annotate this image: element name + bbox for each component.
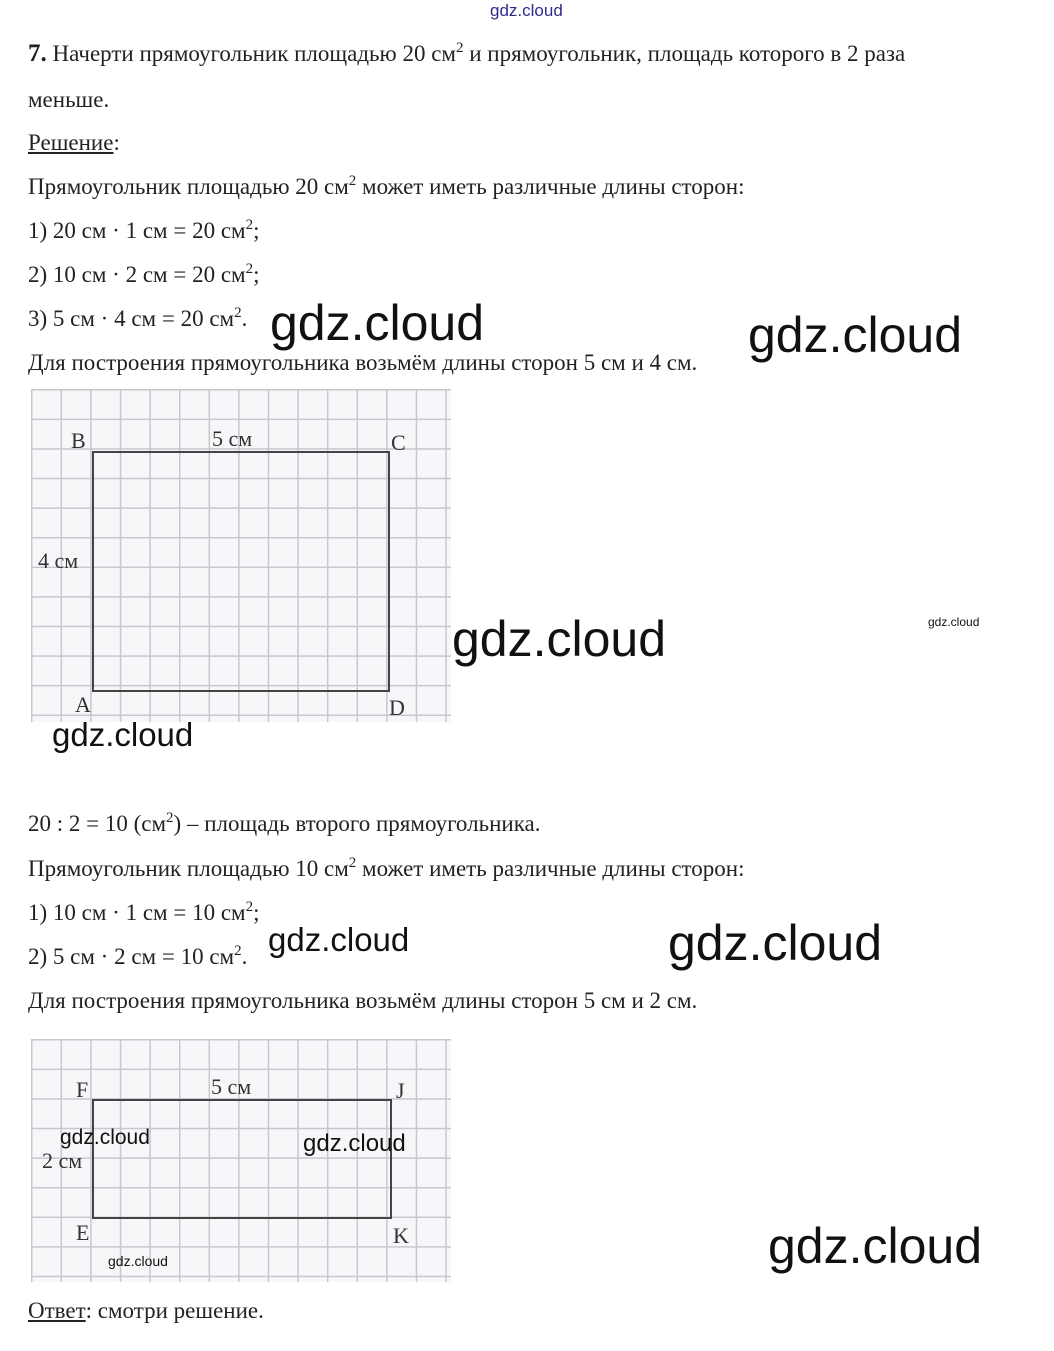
second-option-1-text: 1) 10 см · 1 см = 10 см	[28, 900, 246, 925]
option-2	[28, 261, 259, 289]
watermark-4: gdz.cloud	[928, 615, 980, 629]
corner-j: J	[396, 1078, 405, 1103]
second-option-1	[28, 899, 259, 927]
watermark-1: gdz.cloud	[270, 295, 485, 351]
area-calc-sup: 2	[166, 810, 174, 826]
option-1	[28, 217, 259, 245]
watermark-11: gdz.cloud	[768, 1218, 983, 1274]
choice-text-1: Для построения прямоугольника возьмём длины сторон 5 см и 4 см.	[28, 350, 698, 375]
corner-a: A	[75, 692, 91, 717]
watermark-3: gdz.cloud	[452, 611, 667, 667]
second-intro-1: Прямоугольник площадью 10 см	[28, 856, 349, 881]
answer-label: Ответ	[28, 1298, 86, 1323]
choice-text-2: Для построения прямоугольника возьмём длины сторон 5 см и 2 см.	[28, 988, 698, 1013]
second-option-1-end: ;	[253, 900, 260, 925]
watermark-5: gdz.cloud	[52, 716, 194, 753]
area-calc-2: ) – площадь второго прямоугольника.	[173, 811, 541, 836]
rectangle-fjke	[92, 1099, 392, 1219]
task-sup: 2	[455, 40, 464, 56]
watermark-7: gdz.cloud	[668, 915, 883, 971]
watermark-9: gdz.cloud	[303, 1130, 406, 1157]
left-side-label-1: 4 см	[38, 548, 79, 573]
area-calc	[28, 810, 541, 838]
watermark-10: gdz.cloud	[108, 1253, 168, 1269]
corner-k: K	[393, 1223, 409, 1248]
grid-figure-1	[31, 389, 451, 722]
second-option-1-sup: 2	[245, 899, 254, 915]
second-option-2	[28, 943, 247, 971]
option-1-sup: 2	[245, 217, 254, 233]
solution-intro-2: может иметь различные длины сторон:	[356, 174, 745, 199]
option-3-end: .	[241, 306, 248, 331]
corner-f: F	[76, 1077, 89, 1102]
task-text-1: Начерти прямоугольник площадью 20 см	[52, 41, 456, 66]
rectangle-abcd	[92, 451, 390, 692]
second-option-2-sup: 2	[234, 943, 242, 959]
option-3-text: 3) 5 см · 4 см = 20 см	[28, 306, 235, 331]
task-statement	[28, 40, 905, 68]
top-side-label-2: 5 см	[211, 1074, 252, 1099]
grid-figure-2	[31, 1039, 451, 1282]
task-number: 7.	[28, 40, 47, 67]
watermark-top: gdz.cloud	[490, 1, 563, 20]
option-2-text: 2) 10 см · 2 см = 20 см	[28, 262, 246, 287]
left-side-label-2: 2 см	[42, 1148, 83, 1173]
watermark-6: gdz.cloud	[268, 921, 410, 958]
option-1-text: 1) 20 см · 1 см = 20 см	[28, 218, 246, 243]
area-calc-1: 20 : 2 = 10 (см	[28, 811, 167, 836]
option-1-end: ;	[253, 218, 260, 243]
corner-d: D	[389, 695, 405, 720]
option-3-sup: 2	[234, 305, 242, 321]
solution-heading	[28, 129, 120, 157]
second-intro-sup: 2	[348, 855, 357, 871]
solution-intro-1: Прямоугольник площадью 20 см	[28, 174, 349, 199]
second-intro-2: может иметь различные длины сторон:	[356, 856, 745, 881]
second-option-2-end: .	[241, 944, 248, 969]
solution-intro-sup: 2	[348, 173, 357, 189]
answer-text: : смотри решение.	[85, 1298, 264, 1323]
corner-c: C	[391, 430, 406, 455]
solution-heading-text: Решение	[28, 130, 114, 155]
solution-heading-colon: :	[113, 130, 120, 155]
task-text-2: и прямоугольник, площадь которого в 2 раза	[463, 41, 906, 66]
second-option-2-text: 2) 5 см · 2 см = 10 см	[28, 944, 235, 969]
watermark-2: gdz.cloud	[748, 307, 963, 363]
second-intro	[28, 855, 745, 883]
answer	[28, 1297, 264, 1325]
task-statement-line2: меньше.	[28, 87, 110, 112]
top-side-label-1: 5 см	[212, 426, 253, 451]
option-3	[28, 305, 247, 333]
option-2-end: ;	[253, 262, 260, 287]
corner-b: B	[71, 428, 86, 453]
option-2-sup: 2	[245, 261, 254, 277]
corner-e: E	[76, 1220, 90, 1245]
watermark-8: gdz.cloud	[60, 1126, 150, 1149]
solution-intro	[28, 173, 745, 201]
